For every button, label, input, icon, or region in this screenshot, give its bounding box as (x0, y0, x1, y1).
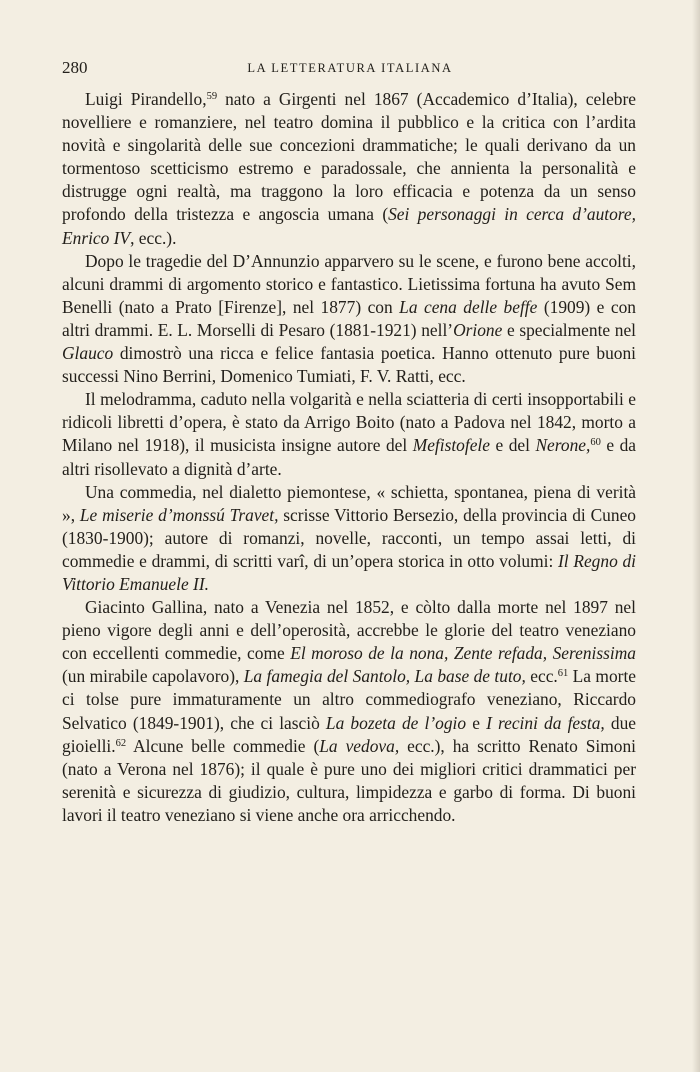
text-run: e da altri risollevato a dignità d’arte. (62, 435, 636, 479)
paragraph-pirandello (62, 88, 636, 250)
work-title: Sei personaggi in cerca d’autore, Enrico IV (62, 204, 636, 248)
text-run: La morte ci tolse pure immaturamente un altro commediografo veneziano, Riccardo Selvatico (1849-1901), che ci lasciò (62, 666, 636, 733)
text-run: Giacinto Gallina, nato a Venezia nel 1852, e còlto dalla morte nel 1897 nel pieno vigore degli anni e dell’operosità, accrebbe le glorie del teatro veneziano con eccellenti commedie, come (62, 597, 636, 664)
text-run: Il melodramma, caduto nella volgarità e nella sciatteria di certi insopportabili e ridicoli libretti d’opera, è stato da Arrigo Boito (nato a Padova nel 1842, morto a Milano nel 1918), il musicista insigne autore del (62, 389, 636, 456)
page-edge-shadow (692, 0, 700, 1072)
work-title: La bozeta de l’ogio (325, 712, 467, 733)
text-run: dimostrò una ricca e felice fantasia poetica. Hanno ottenuto pure buoni successi Nino Berrini, Domenico Tumiati, F. V. Ratti, ecc. (62, 343, 636, 387)
work-title: Nerone, (535, 435, 591, 456)
text-run: Dopo le tragedie del D’Annunzio apparvero su le scene, e furono bene accolti, alcuni drammi di argomento storico e fantastico. Lietissima fortuna ha avuto Sem Benelli (nato a Prato [Firenze], nel 1877) con (62, 250, 636, 317)
text-run: (1909) e con altri drammi. E. L. Morselli di Pesaro (1881-1921) nell’ (62, 296, 636, 340)
text-run: nato a Girgenti nel 1867 (Accademico d’Italia), celebre novelliere e romanziere, nel teatro domina il pubblico e la critica con l’ardita novità e singolarità delle sue concezioni drammatiche; le quali derivano da un tormentoso scetticismo estremo e paradossale, che annienta la personalità e distrugge ogni realtà, ma traggono la loro efficacia e potenza da un senso profondo della tristezza e angoscia umana ( (62, 89, 636, 225)
text-run: ecc. (525, 666, 558, 687)
footnote-ref: 62 (115, 737, 127, 749)
text-run: Luigi Pirandello, (85, 89, 207, 109)
text-run: (un mirabile capolavoro), (62, 666, 244, 687)
paragraph-dannunzio-benelli (62, 250, 636, 389)
work-title: Il Regno di Vittorio Emanuele II. (62, 550, 636, 594)
footnote-ref: 61 (557, 668, 569, 680)
paragraph-melodramma-boito (62, 388, 636, 480)
text-run: Alcune belle commedie ( (126, 735, 320, 756)
paragraph-gallina-selvatico (62, 596, 636, 827)
text-run: ecc.), ha scritto Renato Simoni (nato a Verona nel 1876); il quale è pure uno dei migliori critici drammatici per serenità e sicurezza di giudizio, cultura, limpidezza e garbo di forma. Di buoni lavori il teatro veneziano si viene anche ora arricchendo. (62, 735, 637, 825)
work-title: Le miserie d’monssú Travet, (79, 504, 279, 525)
work-title: La cena delle beffe (399, 296, 538, 317)
work-title: I recini da festa, (486, 712, 605, 733)
work-title: La famegia del Santolo, La base de tuto, (243, 666, 526, 687)
text-run: e (466, 712, 487, 733)
page-header (62, 58, 638, 80)
work-title: Mefistofele (412, 435, 490, 456)
running-title: LA LETTERATURA ITALIANA (247, 61, 453, 75)
work-title: Orione (453, 319, 503, 340)
footnote-ref: 60 (590, 437, 601, 449)
work-title: Glauco (62, 343, 114, 364)
text-run: scrisse Vittorio Bersezio, della provincia di Cuneo (1830-1900); autore di romanzi, novelle, racconti, un tempo assai letti, di commedie e drammi, di scritti varî, di un’opera storica in otto volumi: (62, 504, 636, 571)
text-run: e del (489, 435, 536, 456)
body-text (62, 88, 636, 827)
text-run: Una commedia, nel dialetto piemontese, « schietta, spontanea, piena di verità », (62, 481, 636, 525)
text-run: due gioielli. (62, 712, 637, 756)
page-number: 280 (62, 58, 88, 77)
work-title: El moroso de la nona, Zente refada, Serenissima (290, 643, 637, 664)
paragraph-bersezio (62, 481, 636, 596)
footnote-ref: 59 (206, 91, 218, 102)
work-title: La vedova, (319, 735, 400, 756)
text-run: , ecc.). (130, 227, 177, 248)
text-run: e specialmente nel (502, 319, 636, 340)
